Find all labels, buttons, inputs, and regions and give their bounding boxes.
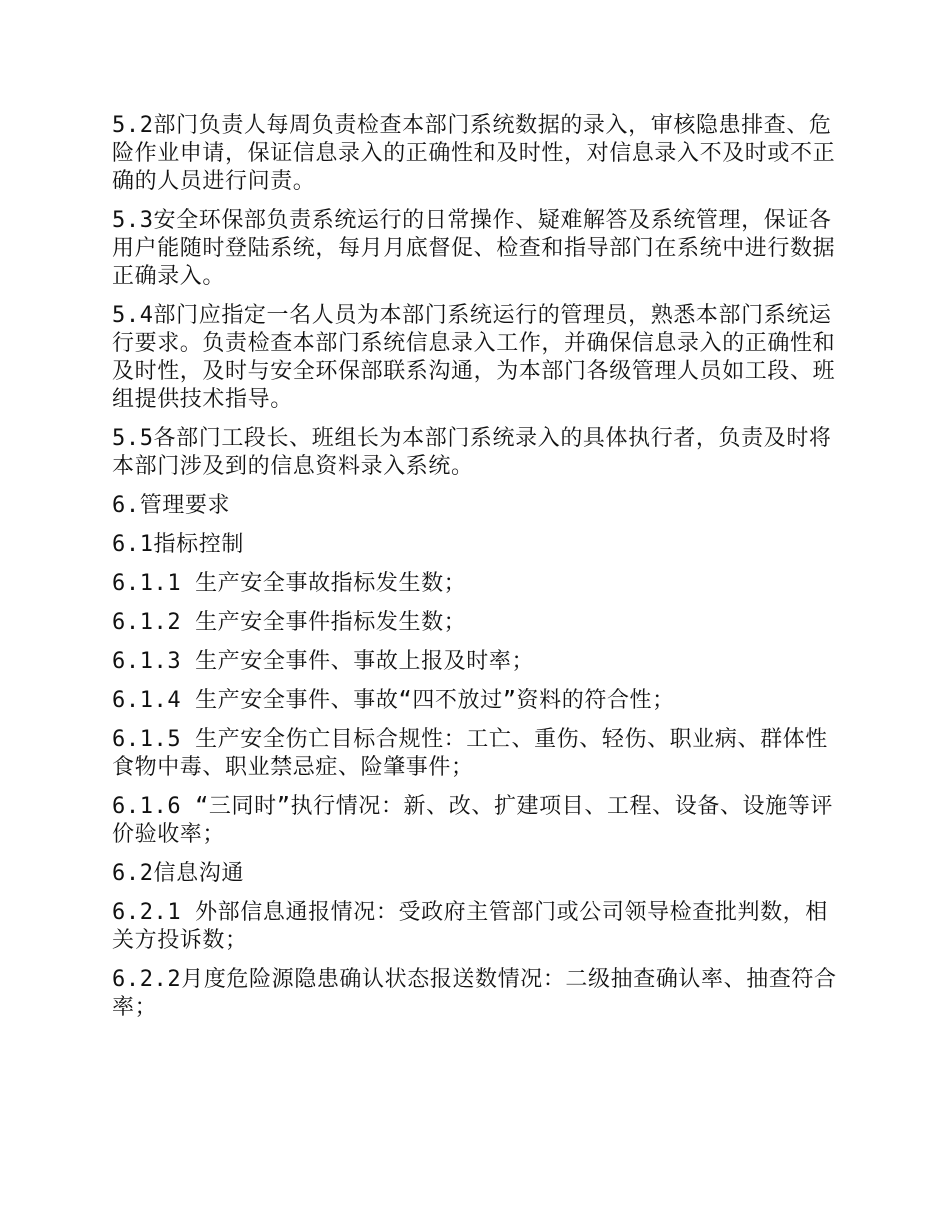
subsection-heading-6-1: 6.1指标控制 <box>112 532 244 557</box>
paragraph-5-3: 5.3安全环保部负责系统运行的日常操作、疑难解答及系统管理，保证各用户能随时登陆系统，每月月底督促、检查和指导部门在系统中进行数据正确录入。 <box>112 208 836 289</box>
paragraph-5-2: 5.2部门负责人每周负责检查本部门系统数据的录入，审核隐患排查、危险作业申请，保证信息录入的正确性和及时性，对信息录入不及时或不正确的人员进行问责。 <box>112 113 836 194</box>
subsection-heading-6-2: 6.2信息沟通 <box>112 861 244 886</box>
section-heading-6: 6.管理要求 <box>112 493 231 518</box>
paragraph-6-1-3: 6.1.3 生产安全事件、事故上报及时率； <box>112 649 535 674</box>
paragraph-6-1-1: 6.1.1 生产安全事故指标发生数； <box>112 571 467 596</box>
paragraph-6-1-5: 6.1.5 生产安全伤亡目标合规性：工亡、重伤、轻伤、职业病、群体性食物中毒、职业禁忌症、险肇事件； <box>112 727 828 780</box>
paragraph-5-4: 5.4部门应指定一名人员为本部门系统运行的管理员，熟悉本部门系统运行要求。负责检查本部门系统信息录入工作，并确保信息录入的正确性和及时性，及时与安全环保部联系沟通，为本部门各级管理人员如工段、班组提供技术指导。 <box>112 303 836 412</box>
paragraph-6-1-6: 6.1.6 “三同时”执行情况：新、改、扩建项目、工程、设备、设施等评价验收率； <box>112 794 833 847</box>
paragraph-6-2-1: 6.2.1 外部信息通报情况：受政府主管部门或公司领导检查批判数，相关方投诉数； <box>112 900 828 953</box>
document-page <box>112 112 838 1033</box>
paragraph-6-2-2: 6.2.2月度危险源隐患确认状态报送数情况：二级抽查确认率、抽查符合率； <box>112 967 837 1020</box>
paragraph-6-1-2: 6.1.2 生产安全事件指标发生数； <box>112 610 467 635</box>
paragraph-6-1-4: 6.1.4 生产安全事件、事故“四不放过”资料的符合性； <box>112 688 675 713</box>
paragraph-5-5: 5.5各部门工段长、班组长为本部门系统录入的具体执行者，负责及时将本部门涉及到的信息资料录入系统。 <box>112 426 832 479</box>
